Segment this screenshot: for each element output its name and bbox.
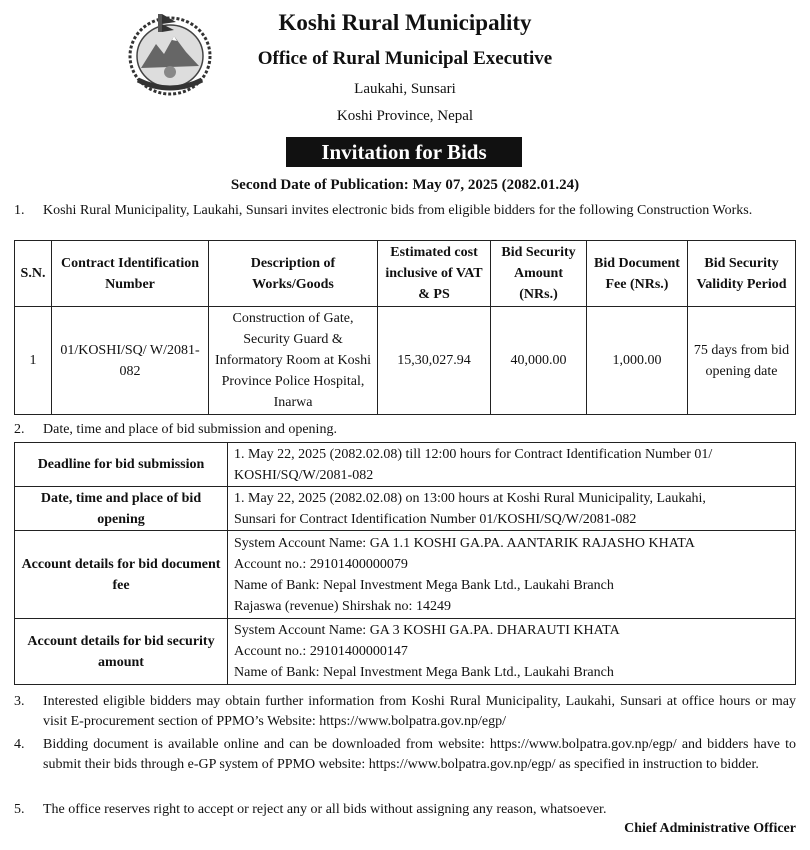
column-header: S.N. — [15, 241, 52, 307]
row-label: Account details for bid security amount — [15, 619, 228, 685]
item-number: 5. — [14, 802, 25, 817]
item-number: 4. — [14, 737, 25, 752]
publication-date: Second Date of Publication: May 07, 2025 (2082.01.24) — [230, 177, 580, 193]
cell-line: 1. May 22, 2025 (2082.02.08) on 13:00 hours at Koshi Rural Municipality, Laukahi, — [234, 490, 706, 506]
notice-banner: Invitation for Bids — [286, 137, 522, 167]
signature-title: Chief Administrative Officer — [624, 821, 796, 836]
item-text: The office reserves right to accept or reject any or all bids without assigning any reason, whatsoever. — [43, 802, 607, 817]
item-text: Koshi Rural Municipality, Laukahi, Sunsari invites electronic bids from eligible bidders for the following Construction Works. — [43, 203, 753, 218]
table-cell: 1 — [15, 307, 52, 415]
cell-line: Sunsari for Contract Identification Number 01/KOSHI/SQ/W/2081-082 — [234, 511, 637, 527]
table-cell — [228, 531, 796, 619]
cell-line: Account no.: 29101400000079 — [234, 556, 408, 572]
table-row — [15, 307, 796, 415]
table-cell — [228, 619, 796, 685]
cell-line: KOSHI/SQ/W/2081-082 — [234, 467, 374, 483]
cell-line: System Account Name: GA 3 KOSHI GA.PA. DHARAUTI KHATA — [234, 623, 620, 638]
table-cell: 1,000.00 — [587, 307, 688, 415]
location-text: Laukahi, Sunsari — [354, 81, 456, 97]
table-header-row — [15, 241, 796, 307]
item-text: Date, time and place of bid submission and opening. — [43, 422, 337, 437]
item-number: 3. — [14, 694, 25, 709]
column-header: Description of Works/Goods — [209, 241, 378, 307]
table-cell: 01/KOSHI/SQ/ W/2081-082 — [52, 307, 209, 415]
municipality-title: Koshi Rural Municipality — [278, 10, 532, 35]
office-title: Office of Rural Municipal Executive — [257, 48, 553, 69]
table-row — [15, 443, 796, 487]
cell-line: Rajaswa (revenue) Shirshak no: 14249 — [234, 598, 451, 614]
column-header: Bid Security Validity Period — [688, 241, 796, 307]
schedule-table — [14, 442, 796, 685]
row-label: Account details for bid document fee — [15, 531, 228, 619]
cell-line: Name of Bank: Nepal Investment Mega Bank Ltd., Laukahi Branch — [234, 577, 614, 593]
item-text: Interested eligible bidders may obtain further information from Koshi Rural Municipality, Laukahi, Sunsari at office hours or may visit E-procurement section of PPMO’s Website: https://www.bolpatra.gov.np/egp/ — [43, 694, 796, 729]
cell-line: 1. May 22, 2025 (2082.02.08) till 12:00 hours for Contract Identification Number 01/ — [234, 446, 713, 462]
column-header: Contract Identification Number — [52, 241, 209, 307]
table-cell — [228, 443, 796, 487]
province-text: Koshi Province, Nepal — [336, 108, 474, 124]
item-number: 2. — [14, 422, 25, 437]
table-cell: Construction of Gate, Security Guard & Informatory Room at Koshi Province Police Hospital, Inarwa — [209, 307, 378, 415]
table-row — [15, 487, 796, 531]
item-number: 1. — [14, 203, 25, 218]
column-header: Bid Security Amount (NRs.) — [491, 241, 587, 307]
table-cell: 40,000.00 — [491, 307, 587, 415]
row-label: Date, time and place of bid opening — [15, 487, 228, 531]
table-cell: 75 days from bid opening date — [688, 307, 796, 415]
cell-line: Account no.: 29101400000147 — [234, 644, 408, 659]
table-row — [15, 531, 796, 619]
cell-line: Name of Bank: Nepal Investment Mega Bank Ltd., Laukahi Branch — [234, 665, 614, 680]
table-row — [15, 619, 796, 685]
table-cell: 15,30,027.94 — [378, 307, 491, 415]
column-header: Bid Document Fee (NRs.) — [587, 241, 688, 307]
column-header: Estimated cost inclusive of VAT & PS — [378, 241, 491, 307]
item-text: Bidding document is available online and can be downloaded from website: https://www.bolpatra.gov.np/egp/ and bidders have to submit their bids through e-GP system of PPMO website: https://www.bolpatra.gov.np/egp/ as specified in instruction to bidder. — [43, 737, 796, 772]
cell-line: System Account Name: GA 1.1 KOSHI GA.PA. AANTARIK RAJASHO KHATA — [234, 535, 695, 551]
works-table — [14, 240, 796, 415]
table-cell — [228, 487, 796, 531]
row-label: Deadline for bid submission — [15, 443, 228, 487]
